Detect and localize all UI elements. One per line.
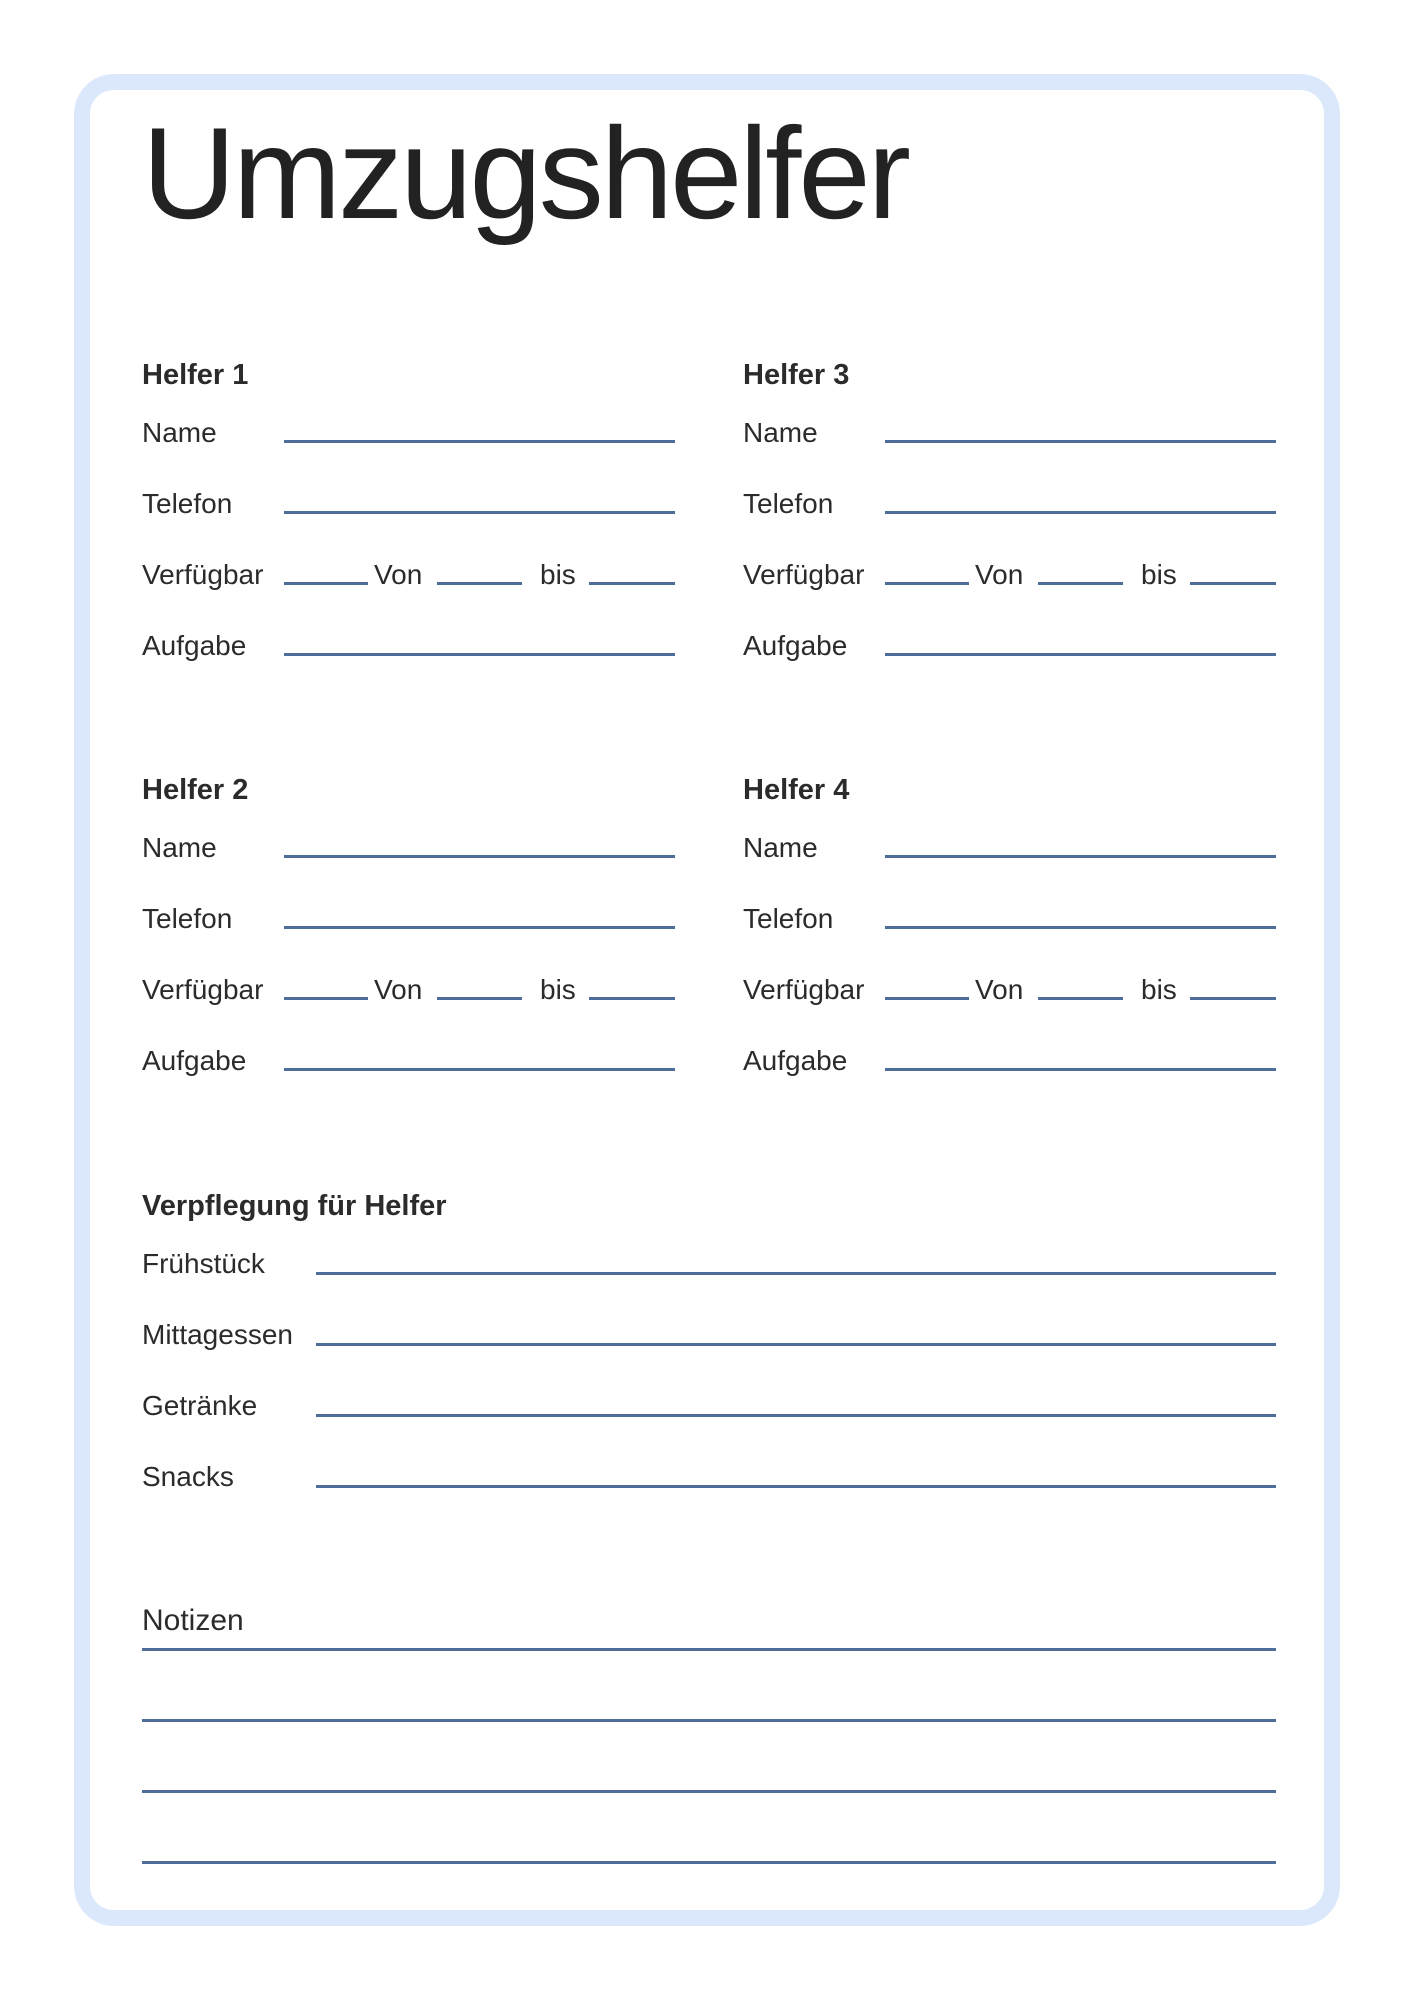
name-label: Name [142,832,217,863]
helper-heading: Helfer 1 [142,359,249,391]
available-label: Verfügbar [743,559,865,590]
notes-line[interactable] [142,1790,1276,1793]
phone-label: Telefon [743,903,834,934]
name-label: Name [743,832,818,863]
to-field[interactable] [1190,582,1276,585]
task-label: Aufgabe [743,1045,848,1076]
phone-label: Telefon [743,488,834,519]
phone-field[interactable] [885,926,1276,929]
to-field[interactable] [589,582,675,585]
task-label: Aufgabe [743,630,848,661]
task-label: Aufgabe [142,630,247,661]
from-field[interactable] [1038,997,1123,1000]
available-label: Verfügbar [743,974,865,1005]
name-field[interactable] [885,855,1276,858]
task-label: Aufgabe [142,1045,247,1076]
from-label: Von [374,974,423,1005]
catering-field-breakfast[interactable] [316,1272,1276,1275]
from-label: Von [975,974,1024,1005]
catering-field-drinks[interactable] [316,1414,1276,1417]
available-field[interactable] [885,997,969,1000]
catering-field-snacks[interactable] [316,1485,1276,1488]
to-label: bis [540,559,576,590]
catering-label-breakfast: Frühstück [142,1248,265,1279]
available-field[interactable] [284,997,368,1000]
name-field[interactable] [284,855,675,858]
from-field[interactable] [1038,582,1123,585]
helper-heading: Helfer 2 [142,774,249,806]
to-field[interactable] [1190,997,1276,1000]
helper-heading: Helfer 4 [743,774,850,806]
task-field[interactable] [284,653,675,656]
from-field[interactable] [437,582,522,585]
catering-label-lunch: Mittagessen [142,1319,293,1350]
available-label: Verfügbar [142,559,264,590]
catering-field-lunch[interactable] [316,1343,1276,1346]
available-label: Verfügbar [142,974,264,1005]
to-field[interactable] [589,997,675,1000]
available-field[interactable] [284,582,368,585]
task-field[interactable] [284,1068,675,1071]
available-field[interactable] [885,582,969,585]
to-label: bis [540,974,576,1005]
catering-label-snacks: Snacks [142,1461,234,1492]
phone-label: Telefon [142,488,233,519]
name-field[interactable] [284,440,675,443]
phone-label: Telefon [142,903,233,934]
to-label: bis [1141,974,1177,1005]
name-label: Name [743,417,818,448]
phone-field[interactable] [284,926,675,929]
phone-field[interactable] [885,511,1276,514]
from-label: Von [975,559,1024,590]
notes-line[interactable] [142,1648,1276,1651]
task-field[interactable] [885,653,1276,656]
page-title: Umzugshelfer [142,100,908,246]
notes-line[interactable] [142,1719,1276,1722]
from-label: Von [374,559,423,590]
to-label: bis [1141,559,1177,590]
name-field[interactable] [885,440,1276,443]
notes-label: Notizen [142,1604,244,1637]
catering-heading: Verpflegung für Helfer [142,1190,447,1222]
helper-heading: Helfer 3 [743,359,850,391]
name-label: Name [142,417,217,448]
phone-field[interactable] [284,511,675,514]
task-field[interactable] [885,1068,1276,1071]
catering-label-drinks: Getränke [142,1390,258,1421]
from-field[interactable] [437,997,522,1000]
notes-line[interactable] [142,1861,1276,1864]
